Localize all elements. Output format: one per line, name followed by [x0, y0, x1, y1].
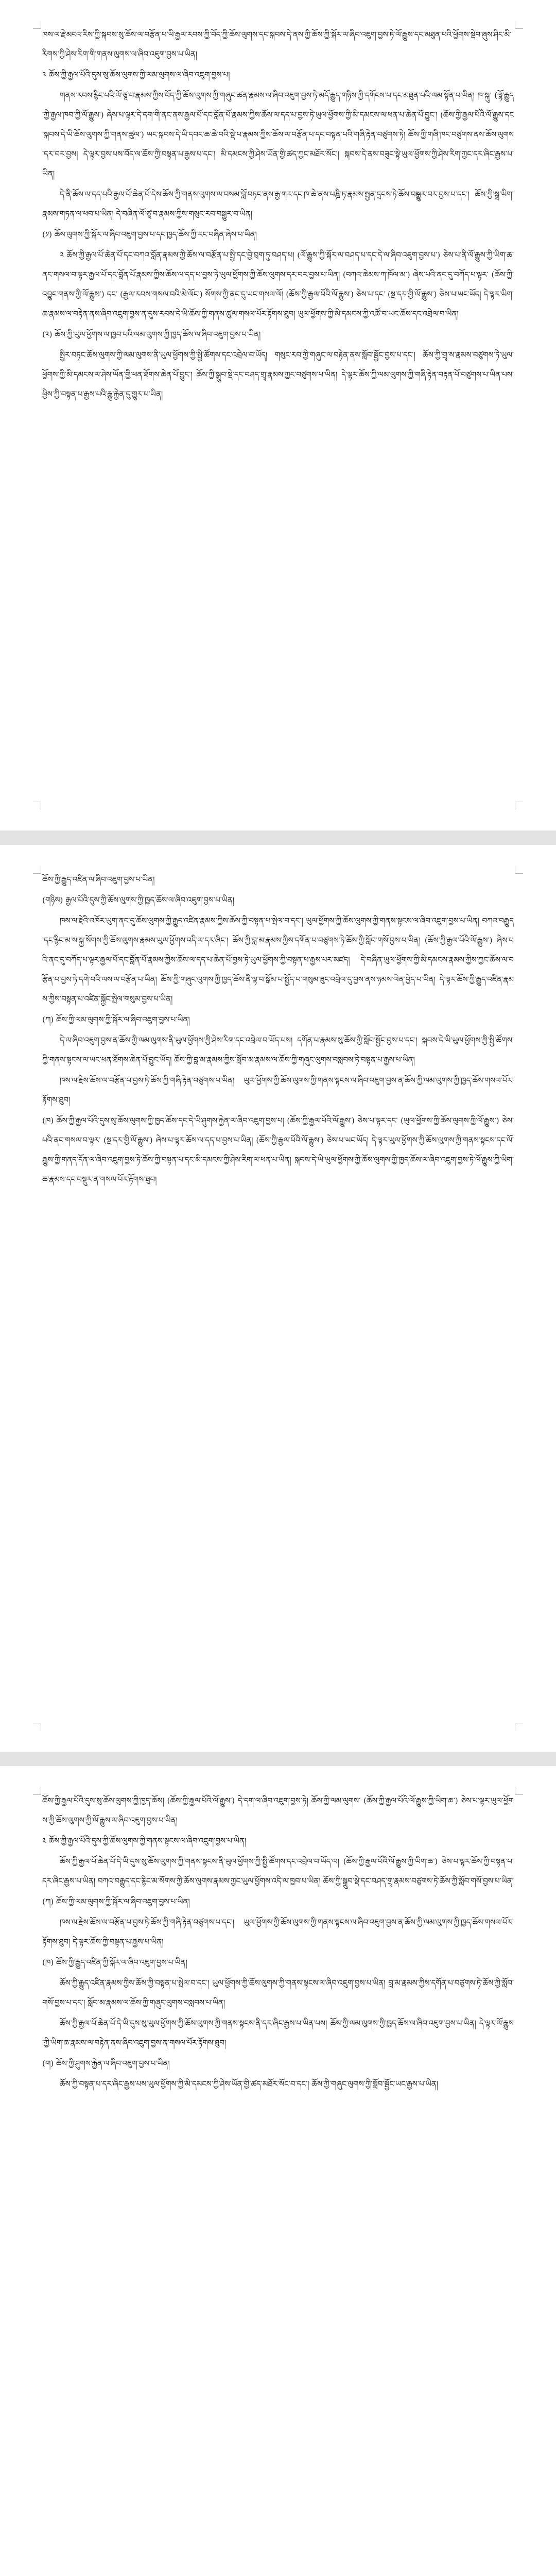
paragraph: ཆོས་ཀྱི་བསྟན་པ་དར་ཞིང་རྒྱས་པས་ཡུལ་ཕྱོགས་ཀྱི་མི་དམངས་ཀྱི་ཤེས་ཡོན་གྱི་ཚད་མཐོར་སོང་བ་དང་། ཆོས་ཀྱི་གཞུང་ལུགས་ཀྱི་སློབ་སྦྱོང་ཡང་རྒྱས་པ་ཡིན།	[60, 2079, 439, 2089]
page-content	[42, 1791, 514, 2095]
page-corner-marker	[33, 1787, 41, 1795]
paragraph: ༢ ཆོས་ཀྱི་རྒྱལ་པོའི་དུས་སུ་ཆོས་ལུགས་ཀྱི་ལམ་ལུགས་ལ་ཞིབ་འཇུག་བྱས་པ།	[42, 70, 230, 79]
paragraph: ༢ ཆོས་ཀྱི་རྒྱལ་པོ་ཆེན་པོ་དང་བཀའ་བློན་རྣམས་ཀྱི་ཆོས་ལ་བརྩོན་པ་སྤྱི་དང་བྱེ་བྲག་ཏུ་བཤད་པ། (ལོ་རྒྱུས་ཀྱི་སྐོར་ལ་བཤད་པ་དང་དེ་ལ་ཞིབ་འཇུག་བྱས་པ་) ཅེས་པ་ནི་ལོ་རྒྱུས་ཀྱི་ཡིག་ཆ་ནང་གསལ་བ་ལྟར་རྒྱལ་པོ་དང་བློན་པོ་རྣམས་ཀྱིས་ཆོས་ལ་དད་པ་བྱས་ཏེ་ཡུལ་ཕྱོགས་ཀྱི་ཆོས་ལུགས་དར་བར་བྱས་པ་ཡིན། (བཀའ་ཆེམས་ཀ་ཁོལ་མ་) ཞེས་པའི་ནང་དུ་བཀོད་པ་ལྟར་ (ཆོས་ཀྱི་འབྱུང་གནས་ཀྱི་ལོ་རྒྱུས་) དང་ (རྒྱལ་རབས་གསལ་བའི་མེ་ལོང་) སོགས་ཀྱི་ནང་དུ་ཡང་གསལ་ལོ། (ཆོས་ཀྱི་རྒྱལ་པོའི་ལོ་རྒྱུས་) ཅེས་པ་དང་ (སྔ་དར་གྱི་ལོ་རྒྱུས་) ཅེས་པ་ཡང་ཡོད། དེ་ལྟར་ཡིག་ཆ་རྣམས་ལ་བརྟེན་ནས་ཞིབ་འཇུག་བྱས་ན་དུས་རབས་དེ་ཡི་ཆོས་ཀྱི་གནས་ཚུལ་གསལ་པོར་རྟོགས་ཐུབ། ཡུལ་ཕྱོགས་ཀྱི་མི་དམངས་ཀྱི་འཚོ་བ་ཡང་ཆོས་དང་འབྲེལ་བ་ཡིན།	[42, 250, 514, 318]
paragraph: (ཀ) ཆོས་ཀྱི་ལམ་ལུགས་ཀྱི་སྐོར་ལ་ཞིབ་འཇུག་བྱས་པ་ཡིན།	[42, 1897, 190, 1906]
page-corner-marker	[33, 802, 41, 810]
paragraph: ཆོས་ཀྱི་རྒྱུད་འཛིན་ལ་ཞིབ་འཇུག་བྱས་པ་ཡིན།	[42, 875, 155, 884]
paragraph: (ཁ) ཆོས་ཀྱི་རྒྱུད་འཛིན་ཀྱི་སྐོར་ལ་ཞིབ་འཇུག་བྱས་པ་ཡིན།	[42, 1958, 187, 1967]
document-page	[0, 1766, 556, 2576]
paragraph: (གཉིས) རྒྱལ་པོའི་དུས་ཀྱི་ཆོས་ལུགས་ཀྱི་ཁྱད་ཆོས་ལ་ཞིབ་འཇུག་བྱས་པ་ཡིན།	[42, 895, 235, 905]
paragraph: ཆོས་ཀྱི་རྒྱལ་པོའི་དུས་སུ་ཆོས་ལུགས་ཀྱི་ཁྱད་ཆོས། (ཆོས་ཀྱི་རྒྱལ་པོའི་ལོ་རྒྱུས་) དེ་དག་ལ་ཞིབ་འཇུག་བྱས་ཏེ། ཆོས་ཀྱི་ལམ་ལུགས་ (ཆོས་ཀྱི་རྒྱལ་པོའི་ལོ་རྒྱུས་ཀྱི་ཡིག་ཆ་) ཅེས་པ་ལྟར་ཡུལ་ཕྱོགས་ཀྱི་ཆོས་ལུགས་ཀྱི་ལོ་རྒྱུས་ལ་ཞིབ་འཇུག་བྱས་པ་ཡིན།	[42, 1796, 514, 1825]
paragraph: ཁས་ལ་རྗེ་མངའ་རིས་ཀྱི་སྐབས་སུ་ཆོས་ལ་བརྩོན་པ་ཡི་རྒྱལ་རབས་ཀྱི་བོད་ཀྱི་ཆོས་ལུགས་དང་སྐབས་དེ་ནས་ཀྱི་ཆོས་ཀྱི་སྐོར་ལ་ཞིབ་འཇུག་བྱས་ཏེ་ལོ་རྒྱུས་དང་མཐུན་པའི་ཕྱོགས་སྡེབ་ཞུས་ཤིང་མི་རིགས་ཀྱི་ཤེས་རིག་གི་གནས་ལུགས་ལ་ཞིབ་འཇུག་བྱས་པ་ཡིན།	[42, 30, 512, 59]
paragraph: ཁས་ལ་རྗེས་ཆོས་ལ་བརྩོན་པ་བྱས་ཏེ་ཆོས་ཀྱི་གཞི་རྟེན་བཙུགས་པ་ཡིན། ཡུལ་ཕྱོགས་ཀྱི་ཆོས་ལུགས་ཀྱི་གནས་སྟངས་ལ་ཞིབ་འཇུག་བྱས་ན་ཆོས་ཀྱི་ལམ་ལུགས་ཀྱི་ཁྱད་ཆོས་གསལ་པོར་རྟོགས་ཐུབ།	[42, 1076, 514, 1105]
paragraph: ༣ ཆོས་ཀྱི་རྒྱལ་པོའི་དུས་ཀྱི་ཆོས་ལུགས་ཀྱི་གནས་སྟངས་ལ་ཞིབ་འཇུག་བྱས་པ་ཡིན།	[42, 1836, 247, 1845]
paragraph: (༡) ཆོས་ལུགས་ཀྱི་སྐོར་ལ་ཞིབ་འཇུག་བྱས་པ་དང་ཁྱད་ཆོས་ཀྱི་རང་བཞིན་ཞེས་པ་ཡིན།	[42, 230, 257, 239]
paragraph: ཁས་ལ་རྗེའི་འཁོར་ཡུག་ནང་དུ་ཆོས་ལུགས་ཀྱི་རྒྱུད་འཛིན་རྣམས་ཀྱིས་ཆོས་ཀྱི་བསྟན་པ་སྤེལ་བ་དང་། ཡུལ་ཕྱོགས་ཀྱི་ཆོས་ལུགས་ཀྱི་གནས་སྟངས་ལ་ཞིབ་འཇུག་བྱས་པ་ཡིན། བཀའ་བརྒྱུད་དང་རྙིང་མ་ས་སྐྱ་སོགས་ཀྱི་ཆོས་ལུགས་རྣམས་ཡུལ་ཕྱོགས་འདི་ལ་དར་ཞིང་། ཆོས་ཀྱི་བླ་མ་རྣམས་ཀྱིས་དགོན་པ་བཙུགས་ཏེ་ཆོས་ཀྱི་སློབ་གསོ་བྱས་པ་ཡིན། (ཆོས་ཀྱི་རྒྱལ་པོའི་ལོ་རྒྱུས་) ཞེས་པའི་ནང་དུ་བཀོད་པ་ལྟར་རྒྱལ་པོ་དང་བློན་པོ་རྣམས་ཀྱིས་ཆོས་ལ་དད་པ་ཆེན་པོ་བྱས་ཏེ་ཡུལ་ཕྱོགས་ཀྱི་བསྟན་པ་རྒྱས་པར་མཛད། དེ་བཞིན་ཡུལ་ཕྱོགས་ཀྱི་མི་དམངས་རྣམས་ཀྱིས་ཀྱང་ཆོས་ལ་བརྩོན་པ་བྱས་ཏེ་དགེ་བའི་ལས་ལ་བརྩོན་པ་ཡིན། ཆོས་ཀྱི་གཞུང་ལུགས་ཀྱི་ཁྱད་ཆོས་ནི་ལྟ་བ་སྒོམ་པ་སྤྱོད་པ་གསུམ་ཟུང་འབྲེལ་དུ་བྱས་ནས་ཉམས་ལེན་བྱེད་པ་ཡིན། དེ་ལྟར་ཆོས་ཀྱི་རྒྱུད་འཛིན་རྣམས་ཀྱིས་བསྟན་པ་འཛིན་སྐྱོང་སྤེལ་གསུམ་བྱས་པ་ཡིན།	[42, 916, 514, 1004]
document-page	[0, 0, 556, 831]
paragraph: སྤྱིར་བཏང་ཆོས་ལུགས་ཀྱི་ལམ་ལུགས་ནི་ཡུལ་ཕྱོགས་ཀྱི་སྤྱི་ཚོགས་དང་འབྲེལ་བ་ཡོད། གསུང་རབ་ཀྱི་གཞུང་ལ་བརྟེན་ནས་སློབ་སྦྱོང་བྱས་པ་དང་། ཆོས་ཀྱི་གྲྭ་ས་རྣམས་བཙུགས་ཏེ་ཡུལ་ཕྱོགས་ཀྱི་མི་དམངས་ལ་ཤེས་ཡོན་གྱི་ཕན་ཐོགས་ཆེན་པོ་བྱུང་། ཆོས་ཀྱི་སྒྲུབ་སྡེ་དང་བཤད་གྲྭ་རྣམས་ཀྱང་བཙུགས་པ་ཡིན། དེ་ལྟར་ཆོས་ཀྱི་ལམ་ལུགས་ཀྱི་གཞི་རྟེན་བརྟན་པོ་བཙུགས་པ་ཡིན་པས་ཕྱིས་ཀྱི་བསྟན་པ་རྒྱས་པའི་རྒྱུ་རྐྱེན་དུ་གྱུར་པ་ཡིན།	[42, 350, 514, 399]
page-corner-marker	[33, 21, 41, 29]
page-corner-marker	[515, 1787, 523, 1795]
page-corner-marker	[515, 1723, 523, 1731]
paragraph: དེ་ལ་ཞིབ་འཇུག་བྱས་ན་ཆོས་ཀྱི་ལམ་ལུགས་ནི་ཡུལ་ཕྱོགས་ཀྱི་ཤེས་རིག་དང་འབྲེལ་བ་ཡོད་པས། དགོན་པ་རྣམས་སུ་ཆོས་ཀྱི་སློབ་སྦྱོང་བྱས་པ་དང་། སྐབས་དེ་ཡི་ཡུལ་ཕྱོགས་ཀྱི་སྤྱི་ཚོགས་ཀྱི་གནས་སྟངས་ལ་ཡང་ཕན་ཐོགས་ཆེན་པོ་བྱུང་ཡོད། ཆོས་ཀྱི་བླ་མ་རྣམས་ཀྱིས་སློབ་མ་རྣམས་ལ་ཆོས་ཀྱི་གཞུང་ལུགས་བསླབས་ཏེ་བསྟན་པ་རྒྱས་པ་ཡིན།	[42, 1036, 514, 1064]
paragraph: ཁས་ལ་རྗེས་ཆོས་ལ་བརྩོན་པ་བྱས་ཏེ་ཆོས་ཀྱི་གཞི་རྟེན་བཙུགས་པ་དང་། ཡུལ་ཕྱོགས་ཀྱི་ཆོས་ལུགས་ཀྱི་གནས་སྟངས་ལ་ཞིབ་འཇུག་བྱས་ན་ཆོས་ཀྱི་ལམ་ལུགས་ཀྱི་ཁྱད་ཆོས་གསལ་པོར་རྟོགས་ཐུབ། དེ་ལྟར་ཆོས་ཀྱི་བསྟན་པ་རྒྱས་པ་ཡིན།	[42, 1918, 514, 1946]
paragraph: དེ་ནི་ཆོས་ལ་དད་པའི་རྒྱལ་པོ་ཆེན་པོ་དེས་ཆོས་ཀྱི་གནས་ལུགས་ལ་བསམ་བློ་བཏང་ནས་རྒྱ་གར་དང་ཁ་ཆེ་ནས་པཎྜི་ཏ་རྣམས་སྤྱན་དྲངས་ཏེ་ཆོས་བསྒྱུར་བར་བྱས་པ་དང་། ཆོས་ཀྱི་སྒྲ་ཡིག་རྣམས་གཏན་ལ་ཕབ་པ་ཡིན། དེ་བཞིན་ལོ་ཙཱ་བ་རྣམས་ཀྱིས་གསུང་རབ་བསྒྱུར་བ་ཡིན།	[42, 190, 514, 218]
paragraph: (ག) ཆོས་ཀྱི་ཤུགས་རྐྱེན་ལ་ཞིབ་འཇུག་བྱས་པ་ཡིན།	[42, 2059, 170, 2068]
page-content	[42, 870, 514, 1190]
paragraph: (ཁ) ཆོས་ཀྱི་རྒྱལ་པོའི་དུས་སུ་ཆོས་ལུགས་ཀྱི་ཁྱད་ཆོས་དང་དེ་ཡི་ཤུགས་རྐྱེན་ལ་ཞིབ་འཇུག་བྱས་པ། (ཆོས་ཀྱི་རྒྱལ་པོའི་ལོ་རྒྱུས་) ཅེས་པ་ལྟར་དང་ (ཡུལ་ཕྱོགས་ཀྱི་ཆོས་ལུགས་ཀྱི་ལོ་རྒྱུས་) ཅེས་པའི་ནང་གསལ་བ་ལྟར་ (སྔ་དར་གྱི་ལོ་རྒྱུས་) ཞེས་པ་ལྟར་ཆོས་ལ་དད་པ་བྱས་པ་ཡིན། (ཆོས་ཀྱི་རྒྱལ་པོའི་ལོ་རྒྱུས་) ཅེས་པ་ཡང་ཡོད། དེ་ལྟར་ཡུལ་ཕྱོགས་ཀྱི་ཆོས་ལུགས་ཀྱི་གནས་སྟངས་དང་ལོ་རྒྱུས་ཀྱི་གནད་དོན་ལ་ཞིབ་འཇུག་བྱས་ཏེ་ཆོས་ཀྱི་བསྟན་པ་དང་མི་དམངས་ཀྱི་ཤེས་རིག་ལ་ཕན་པ་ཡིན། སྐབས་དེ་ཡི་ཡུལ་ཕྱོགས་ཀྱི་ཆོས་ལུགས་ཀྱི་ཁྱད་ཆོས་ལ་ཞིབ་འཇུག་བྱས་ཏེ་ལོ་རྒྱུས་ཀྱི་ཡིག་ཆ་རྣམས་དང་བསྡུར་ན་གསལ་པོར་རྟོགས་ཐུབ།	[42, 1116, 514, 1184]
page-corner-marker	[515, 802, 523, 810]
paragraph: ཆོས་ཀྱི་རྒྱུད་འཛིན་རྣམས་ཀྱིས་ཆོས་ཀྱི་བསྟན་པ་སྤེལ་བ་དང་། ཡུལ་ཕྱོགས་ཀྱི་ཆོས་ལུགས་ཀྱི་གནས་སྟངས་ལ་ཞིབ་འཇུག་བྱས་པ་ཡིན། བླ་མ་རྣམས་ཀྱིས་དགོན་པ་བཙུགས་ཏེ་ཆོས་ཀྱི་སློབ་གསོ་བྱས་པ་དང་། སློབ་མ་རྣམས་ལ་ཆོས་ཀྱི་གཞུང་ལུགས་བསླབས་པ་ཡིན།	[42, 1978, 514, 2007]
paragraph: (༢) ཆོས་ཀྱི་ཡུལ་ཕྱོགས་ལ་ཁྱབ་པའི་ལམ་ལུགས་ཀྱི་ཁྱད་ཆོས་ལ་ཞིབ་འཇུག་བྱས་པ་ཡིན།	[42, 330, 261, 339]
paragraph: (ཀ) ཆོས་ཀྱི་ལམ་ལུགས་ཀྱི་སྐོར་ལ་ཞིབ་འཇུག་བྱས་པ་ཡིན།	[42, 1015, 190, 1024]
paragraph: གནས་རབས་རྙིང་པའི་ལོ་ཙཱ་བ་རྣམས་ཀྱིས་བོད་ཀྱི་ཆོས་ལུགས་ཀྱི་གཞུང་ཚན་རྣམས་ལ་ཞིབ་འཇུག་བྱས་ཏེ་མདོ་རྒྱུད་གཉིས་ཀྱི་དགོངས་པ་དང་མཐུན་པའི་ལམ་སྟོན་པ་ཡིན། ཁ་སྐུ་ (ལྷོ་རྒྱུད་ཀྱི་རྒྱལ་ཁབ་ཀྱི་ལོ་རྒྱུས་) ཞེས་པ་ལྟར་དེ་དག་གི་ནང་ནས་རྒྱལ་པོ་དང་བློན་པོ་རྣམས་ཀྱིས་ཆོས་ལ་དད་པ་བྱས་ཏེ་ཡུལ་ཕྱོགས་ཀྱི་མི་དམངས་ལ་ཕན་པ་ཆེན་པོ་བྱུང་། (ཆོས་ཀྱི་རྒྱལ་པོའི་ལོ་རྒྱུས་དང་སྐབས་དེ་ཡི་ཆོས་ལུགས་ཀྱི་གནས་ཚུལ་) ཡང་སྐབས་དེ་ཡི་དབང་ཆ་ཆེ་བའི་སྡེ་པ་རྣམས་ཀྱིས་ཆོས་ལ་བརྩོན་པ་དང་བསྟན་པའི་གཞི་རྟེན་བཙུགས་ཏེ། ཆོས་ཀྱི་གཞི་ཁང་བཙུགས་ནས་ཆོས་ལུགས་དར་བར་བྱས། དེ་ལྟར་བྱས་པས་བོད་ལ་ཆོས་ཀྱི་བསྟན་པ་རྒྱས་པ་དང་། མི་དམངས་ཀྱི་ཤེས་ཡོན་གྱི་ཚད་ཀྱང་མཐོར་སོང་། སྐབས་དེ་ནས་བཟུང་སྟེ་ཡུལ་ཕྱོགས་ཀྱི་ཤེས་རིག་ཀྱང་དར་ཞིང་རྒྱས་པ་ཡིན།	[42, 91, 514, 178]
document-page	[0, 845, 556, 1752]
paragraph: ཆོས་ཀྱི་རྒྱལ་པོ་ཆེན་པོ་དེ་ཡི་དུས་སུ་ཆོས་ལུགས་ཀྱི་གནས་སྟངས་ནི་ཡུལ་ཕྱོགས་ཀྱི་སྤྱི་ཚོགས་དང་འབྲེལ་བ་ཡོད་ལ། (ཆོས་ཀྱི་རྒྱལ་པོའི་ལོ་རྒྱུས་ཀྱི་ཡིག་ཆ་) ཅེས་པ་ལྟར་ཆོས་ཀྱི་བསྟན་པ་དར་ཞིང་རྒྱས་པ་ཡིན། བཀའ་བརྒྱུད་དང་རྙིང་མ་སོགས་ཀྱི་ཆོས་ལུགས་རྣམས་ཀྱང་ཡུལ་ཕྱོགས་འདི་ལ་ཁྱབ་པ་ཡིན། ཆོས་ཀྱི་སྒྲུབ་སྡེ་དང་བཤད་གྲྭ་རྣམས་བཙུགས་ཏེ་ཆོས་ཀྱི་སློབ་གསོ་བྱས་པ་ཡིན།	[42, 1857, 514, 1886]
page-corner-marker	[33, 1723, 41, 1731]
page-corner-marker	[515, 866, 523, 874]
page-content	[42, 25, 514, 405]
page-corner-marker	[515, 21, 523, 29]
paragraph: ཆོས་ཀྱི་རྒྱལ་པོ་ཆེན་པོ་དེ་ཡི་དུས་སུ་ཡུལ་ཕྱོགས་ཀྱི་ཆོས་ལུགས་ཀྱི་གནས་སྟངས་ནི་དར་ཞིང་རྒྱས་པ་ཡིན་པས། ཆོས་ཀྱི་ལམ་ལུགས་ཀྱི་ཁྱད་ཆོས་ལ་ཞིབ་འཇུག་བྱས་པ་ཡིན། དེ་ལྟར་ལོ་རྒྱུས་ཀྱི་ཡིག་ཆ་རྣམས་ལ་བརྟེན་ནས་ཞིབ་འཇུག་བྱས་ན་གསལ་པོར་རྟོགས་ཐུབ།	[42, 2019, 514, 2047]
page-corner-marker	[33, 866, 41, 874]
